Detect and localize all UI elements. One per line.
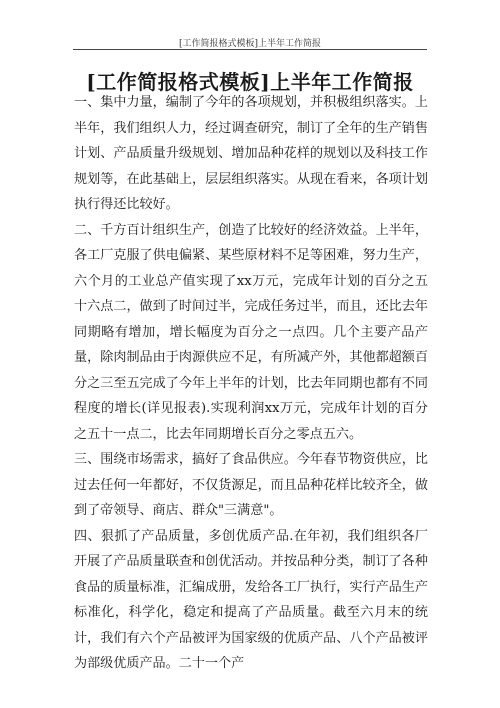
header-divider [73, 49, 427, 50]
paragraph-4: 四、狠抓了产品质量，多创优质产品.在年初，我们组织各厂开展了产品质量联查和创优活动。并按品种分类，制订了各种食品的质量标准，汇编成册，发给各工厂执行，实行产品生产标准化，科学化，稳定和提高了产品质量。截至六月末的统计，我们有六个产品被评为国家级的优质产品、八个产品被评为部级优质产品。二十一个产 [74, 528, 428, 671]
paragraph-2: 二、千方百计组织生产，创造了比较好的经济效益。上半年，各工厂克服了供电偏紧、某些原材料不足等困难，努力生产，六个月的工业总产值实现了xx万元，完成年计划的百分之五十六点二，做到了时间过半，完成任务过半，而且，还比去年同期略有增加，增长幅度为百分之一点四。几个主要产品产量，除肉制品由于肉源供应不足，有所减产外，其他都超额百分之三至五完成了今年上半年的计划，比去年同期也都有不同程度的增长(详见报表).实现利润xx万元，完成年计划的百分之五十一点二，比去年同期增长百分之零点五六。 [74, 222, 428, 442]
document-title: [工作简报格式模板]上半年工作简报 [86, 70, 414, 94]
document-body [74, 90, 428, 677]
paragraph-3: 三、围绕市场需求，搞好了食品供应。今年春节物资供应，比过去任何一年都好，不仅货源足，而且品种花样比较齐全，做到了帝领导、商店、群众"三满意"。 [74, 452, 428, 518]
page-header: [工作简报格式模板]上半年工作简报 [178, 39, 322, 49]
paragraph-1: 一、集中力量，编制了今年的各项规划，并积极组织落实。上半年，我们组织人力，经过调查研究，制订了全年的生产销售计划、产品质量升级规划、增加品种花样的规划以及科技工作规划等，在此基础上，层层组织落实。从现在看来，各项计划执行得还比较好。 [74, 95, 428, 212]
